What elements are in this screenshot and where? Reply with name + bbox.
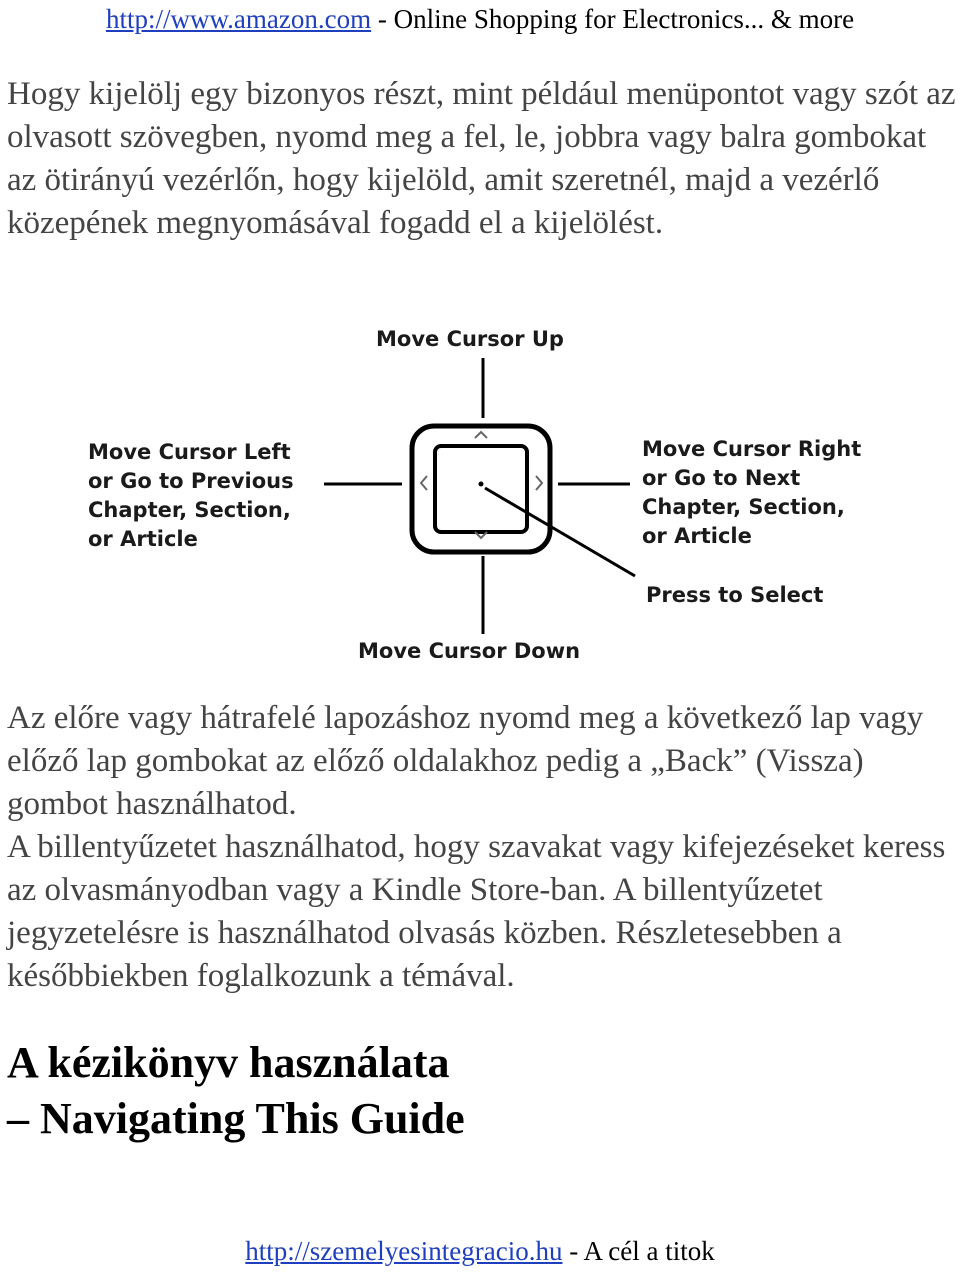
page-turn-paragraph: Az előre vagy hátrafelé lapozáshoz nyomd meg a következő lap vagy előző lap gombokat az előző oldalakhoz pedig a „Back” (Vissza) gombot használhatod. — [7, 700, 924, 822]
label-press-select: Press to Select — [646, 583, 824, 607]
footer-text: A cél a titok — [583, 1236, 715, 1266]
label-move-left: Move Cursor Left or Go to Previous Chapter, Section, or Article — [88, 440, 294, 551]
amazon-link[interactable]: http://www.amazon.com — [105, 4, 372, 34]
header-separator: - — [371, 4, 394, 34]
footer-link[interactable]: http://szemelyesintegracio.hu — [245, 1236, 563, 1266]
page-header — [0, 0, 960, 40]
footer-separator: - — [562, 1236, 584, 1266]
keyboard-paragraph: A billentyűzetet használhatod, hogy szavakat vagy kifejezéseket keress az olvasmányodban vagy a Kindle Store-ban. A billentyűzetet jegyzetelésre is használhatod olvasás közben. Részletesebben a későbbiekben foglalkozunk a témával. — [7, 829, 946, 994]
chevron-left-icon — [421, 476, 427, 490]
controller-center-button — [435, 446, 527, 532]
label-move-right: Move Cursor Right or Go to Next Chapter, Section, or Article — [642, 437, 862, 548]
five-way-controller-diagram — [80, 318, 890, 658]
heading-line-2: – Navigating This Guide — [7, 1094, 465, 1143]
label-move-up: Move Cursor Up — [376, 327, 564, 351]
intro-paragraph: Hogy kijelölj egy bizonyos részt, mint például menüpontot vagy szót az olvasott szövegben, nyomd meg a fel, le, jobbra vagy balra gombokat az ötirányú vezérlőn, hogy kijelöld, amit szeretnél, majd a vezérlő közepének megnyomásával fogadd el a kijelölést. — [7, 76, 956, 241]
label-clip-mask — [877, 428, 890, 558]
header-text: Online Shopping for Electronics... & more — [393, 4, 855, 34]
heading-line-1: A kézikönyv használata — [7, 1038, 450, 1087]
chevron-right-icon — [536, 476, 542, 490]
section-heading — [7, 1035, 957, 1147]
chevron-up-icon — [475, 432, 487, 438]
page-footer — [0, 1232, 960, 1272]
label-move-down: Move Cursor Down — [358, 639, 581, 658]
center-dot — [479, 482, 484, 487]
body-text — [7, 697, 957, 998]
controller-diagram-svg — [80, 318, 890, 658]
